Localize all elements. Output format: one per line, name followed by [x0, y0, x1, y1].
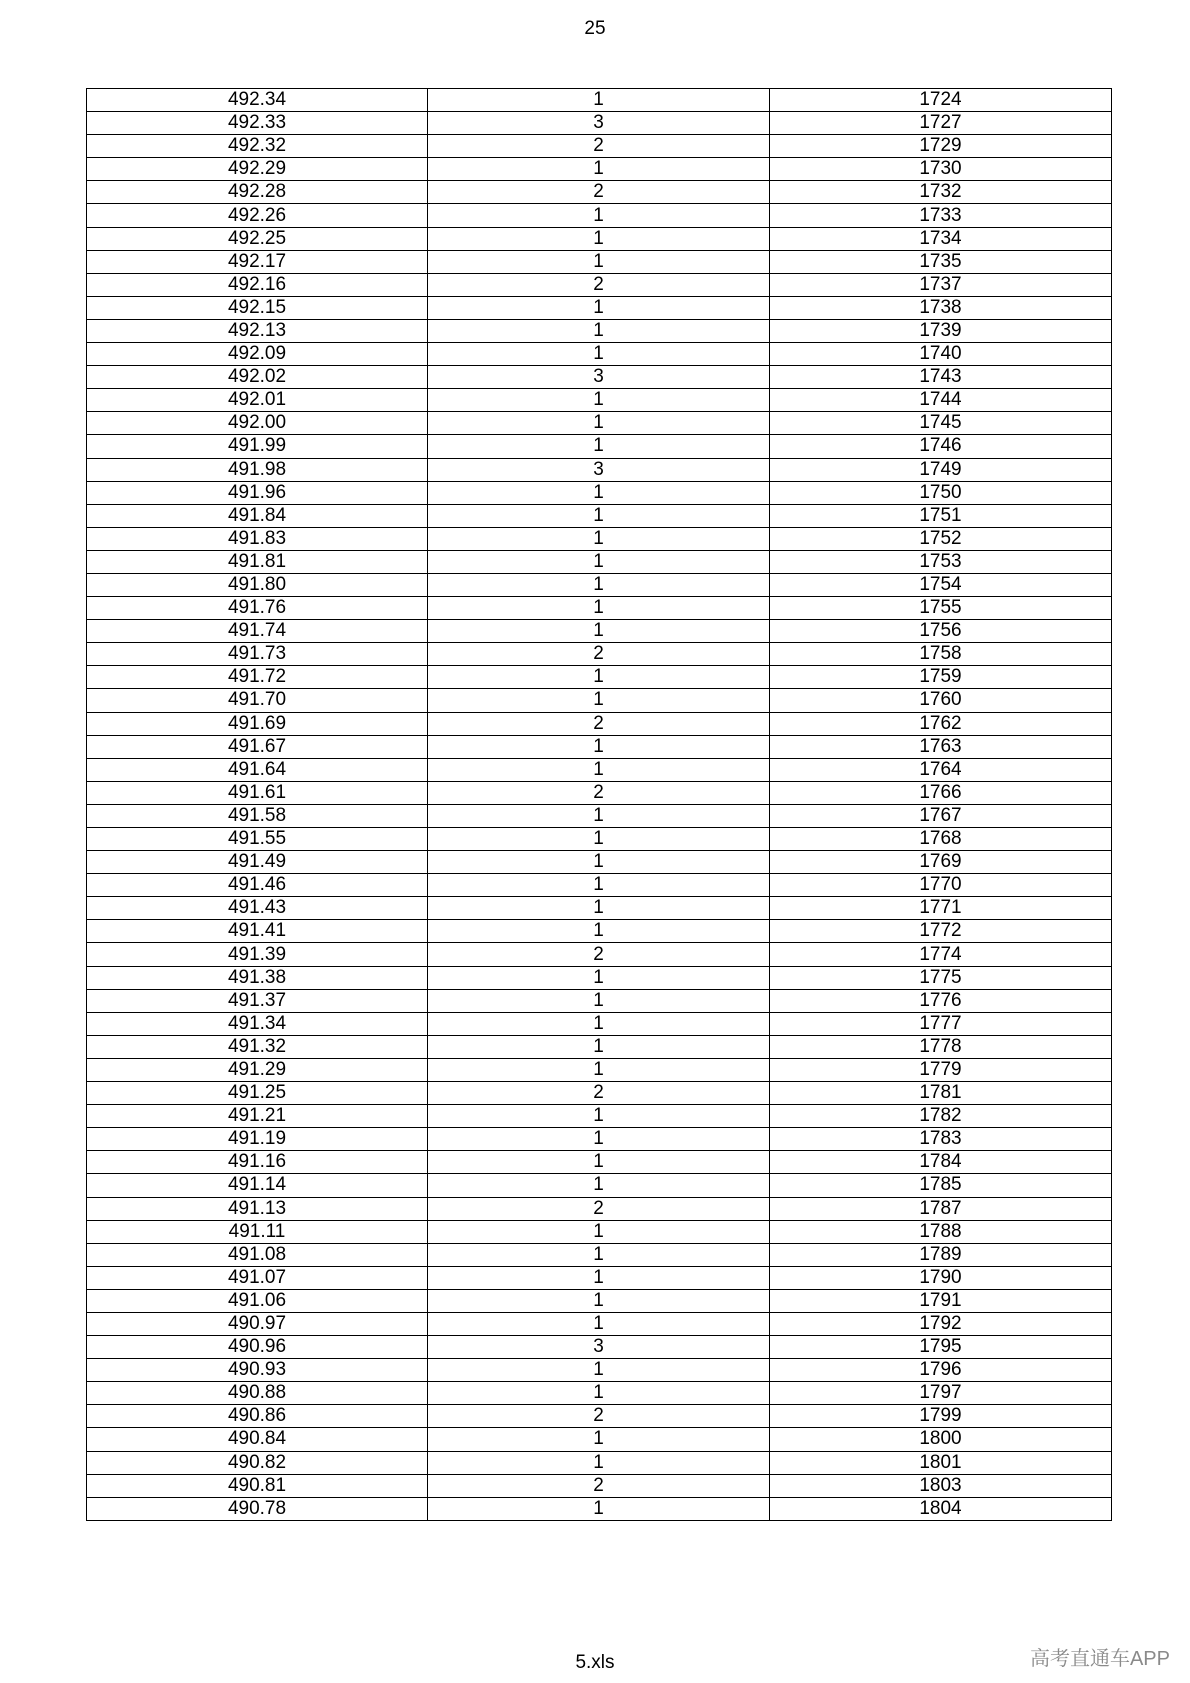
table-row	[87, 481, 1112, 504]
cell-score: 491.11	[87, 1220, 428, 1243]
cell-cumulative: 1734	[770, 227, 1112, 250]
cell-cumulative: 1797	[770, 1382, 1112, 1405]
cell-count: 1	[428, 1451, 770, 1474]
cell-count: 2	[428, 643, 770, 666]
cell-cumulative: 1781	[770, 1082, 1112, 1105]
cell-cumulative: 1749	[770, 458, 1112, 481]
cell-cumulative: 1760	[770, 689, 1112, 712]
table-row	[87, 1128, 1112, 1151]
cell-count: 2	[428, 1474, 770, 1497]
table-row	[87, 1289, 1112, 1312]
cell-cumulative: 1727	[770, 112, 1112, 135]
table-row	[87, 458, 1112, 481]
cell-score: 492.25	[87, 227, 428, 250]
cell-count: 1	[428, 1012, 770, 1035]
cell-count: 1	[428, 804, 770, 827]
cell-cumulative: 1799	[770, 1405, 1112, 1428]
cell-cumulative: 1783	[770, 1128, 1112, 1151]
cell-score: 492.01	[87, 389, 428, 412]
cell-count: 1	[428, 1035, 770, 1058]
table-row	[87, 319, 1112, 342]
table-row	[87, 1405, 1112, 1428]
table-row	[87, 1497, 1112, 1520]
table-row	[87, 643, 1112, 666]
cell-count: 3	[428, 112, 770, 135]
cell-score: 491.19	[87, 1128, 428, 1151]
cell-score: 491.73	[87, 643, 428, 666]
cell-cumulative: 1771	[770, 897, 1112, 920]
cell-score: 492.32	[87, 135, 428, 158]
cell-score: 492.02	[87, 366, 428, 389]
cell-score: 492.17	[87, 250, 428, 273]
table-row	[87, 504, 1112, 527]
table-row	[87, 781, 1112, 804]
cell-cumulative: 1804	[770, 1497, 1112, 1520]
cell-score: 491.49	[87, 851, 428, 874]
cell-cumulative: 1764	[770, 758, 1112, 781]
cell-cumulative: 1767	[770, 804, 1112, 827]
cell-count: 1	[428, 204, 770, 227]
table-row	[87, 1035, 1112, 1058]
table-row	[87, 804, 1112, 827]
cell-cumulative: 1801	[770, 1451, 1112, 1474]
cell-count: 1	[428, 389, 770, 412]
cell-score: 490.82	[87, 1451, 428, 1474]
cell-cumulative: 1800	[770, 1428, 1112, 1451]
cell-cumulative: 1796	[770, 1359, 1112, 1382]
cell-cumulative: 1750	[770, 481, 1112, 504]
cell-score: 491.37	[87, 989, 428, 1012]
table-row	[87, 689, 1112, 712]
cell-score: 490.97	[87, 1312, 428, 1335]
cell-cumulative: 1733	[770, 204, 1112, 227]
table-row	[87, 1312, 1112, 1335]
cell-cumulative: 1752	[770, 527, 1112, 550]
cell-count: 1	[428, 319, 770, 342]
cell-count: 2	[428, 273, 770, 296]
table-row	[87, 412, 1112, 435]
cell-score: 491.08	[87, 1243, 428, 1266]
cell-count: 1	[428, 435, 770, 458]
cell-cumulative: 1766	[770, 781, 1112, 804]
cell-cumulative: 1770	[770, 874, 1112, 897]
table-row	[87, 828, 1112, 851]
cell-score: 492.16	[87, 273, 428, 296]
cell-cumulative: 1774	[770, 943, 1112, 966]
table-row	[87, 435, 1112, 458]
cell-cumulative: 1739	[770, 319, 1112, 342]
table-row	[87, 573, 1112, 596]
cell-score: 492.26	[87, 204, 428, 227]
table-row	[87, 366, 1112, 389]
cell-count: 1	[428, 158, 770, 181]
cell-count: 1	[428, 1243, 770, 1266]
cell-count: 2	[428, 1197, 770, 1220]
watermark-text: 高考直通车APP	[1029, 1648, 1170, 1670]
cell-count: 1	[428, 1382, 770, 1405]
cell-score: 490.81	[87, 1474, 428, 1497]
cell-count: 1	[428, 897, 770, 920]
cell-cumulative: 1754	[770, 573, 1112, 596]
table-row	[87, 1428, 1112, 1451]
cell-score: 491.80	[87, 573, 428, 596]
table-row	[87, 851, 1112, 874]
table-row	[87, 1359, 1112, 1382]
table-row	[87, 897, 1112, 920]
cell-score: 491.74	[87, 620, 428, 643]
cell-count: 3	[428, 458, 770, 481]
cell-count: 1	[428, 481, 770, 504]
cell-count: 1	[428, 735, 770, 758]
cell-score: 492.13	[87, 319, 428, 342]
table-row	[87, 1058, 1112, 1081]
cell-count: 1	[428, 758, 770, 781]
cell-cumulative: 1772	[770, 920, 1112, 943]
cell-score: 491.99	[87, 435, 428, 458]
cell-count: 1	[428, 550, 770, 573]
cell-score: 490.96	[87, 1336, 428, 1359]
cell-count: 3	[428, 366, 770, 389]
cell-cumulative: 1755	[770, 597, 1112, 620]
cell-cumulative: 1782	[770, 1105, 1112, 1128]
table-row	[87, 1197, 1112, 1220]
cell-cumulative: 1746	[770, 435, 1112, 458]
cell-score: 492.28	[87, 181, 428, 204]
cell-cumulative: 1769	[770, 851, 1112, 874]
cell-cumulative: 1740	[770, 343, 1112, 366]
cell-cumulative: 1758	[770, 643, 1112, 666]
cell-score: 491.64	[87, 758, 428, 781]
cell-score: 492.09	[87, 343, 428, 366]
table-row	[87, 527, 1112, 550]
cell-score: 491.43	[87, 897, 428, 920]
cell-count: 1	[428, 227, 770, 250]
cell-score: 491.81	[87, 550, 428, 573]
cell-score: 491.07	[87, 1266, 428, 1289]
cell-cumulative: 1795	[770, 1336, 1112, 1359]
cell-score: 491.69	[87, 712, 428, 735]
cell-cumulative: 1803	[770, 1474, 1112, 1497]
table-row	[87, 1382, 1112, 1405]
cell-count: 1	[428, 874, 770, 897]
table-row	[87, 1220, 1112, 1243]
cell-count: 1	[428, 573, 770, 596]
cell-count: 1	[428, 689, 770, 712]
cell-cumulative: 1789	[770, 1243, 1112, 1266]
table-row	[87, 1451, 1112, 1474]
table-row	[87, 343, 1112, 366]
cell-score: 491.70	[87, 689, 428, 712]
cell-count: 1	[428, 966, 770, 989]
cell-score: 491.83	[87, 527, 428, 550]
score-table	[86, 88, 1112, 1521]
table-row	[87, 735, 1112, 758]
table-row	[87, 389, 1112, 412]
table-row	[87, 227, 1112, 250]
cell-cumulative: 1768	[770, 828, 1112, 851]
cell-score: 491.39	[87, 943, 428, 966]
table-row	[87, 1151, 1112, 1174]
cell-cumulative: 1744	[770, 389, 1112, 412]
cell-score: 491.38	[87, 966, 428, 989]
cell-score: 491.55	[87, 828, 428, 851]
cell-score: 492.33	[87, 112, 428, 135]
cell-cumulative: 1788	[770, 1220, 1112, 1243]
cell-score: 491.61	[87, 781, 428, 804]
cell-count: 2	[428, 181, 770, 204]
cell-count: 1	[428, 989, 770, 1012]
cell-count: 1	[428, 1128, 770, 1151]
table-body	[87, 89, 1112, 1521]
cell-count: 1	[428, 504, 770, 527]
cell-score: 491.25	[87, 1082, 428, 1105]
cell-count: 1	[428, 851, 770, 874]
cell-score: 491.67	[87, 735, 428, 758]
table-row	[87, 135, 1112, 158]
cell-count: 2	[428, 1082, 770, 1105]
cell-count: 1	[428, 920, 770, 943]
cell-count: 1	[428, 1151, 770, 1174]
cell-score: 491.98	[87, 458, 428, 481]
cell-score: 492.34	[87, 89, 428, 112]
cell-cumulative: 1759	[770, 666, 1112, 689]
cell-score: 491.58	[87, 804, 428, 827]
cell-score: 491.46	[87, 874, 428, 897]
cell-count: 1	[428, 1220, 770, 1243]
cell-cumulative: 1735	[770, 250, 1112, 273]
cell-score: 491.06	[87, 1289, 428, 1312]
cell-count: 1	[428, 620, 770, 643]
page-number: 25	[584, 18, 606, 39]
table-row	[87, 966, 1112, 989]
table-row	[87, 1336, 1112, 1359]
cell-count: 1	[428, 1289, 770, 1312]
cell-cumulative: 1777	[770, 1012, 1112, 1035]
table-row	[87, 158, 1112, 181]
table-row	[87, 989, 1112, 1012]
table-row	[87, 273, 1112, 296]
cell-cumulative: 1732	[770, 181, 1112, 204]
cell-cumulative: 1790	[770, 1266, 1112, 1289]
cell-score: 491.29	[87, 1058, 428, 1081]
cell-count: 1	[428, 343, 770, 366]
table-row	[87, 1243, 1112, 1266]
cell-cumulative: 1791	[770, 1289, 1112, 1312]
cell-count: 2	[428, 712, 770, 735]
table-row	[87, 712, 1112, 735]
cell-cumulative: 1745	[770, 412, 1112, 435]
table-row	[87, 620, 1112, 643]
cell-cumulative: 1756	[770, 620, 1112, 643]
cell-count: 2	[428, 1405, 770, 1428]
cell-count: 3	[428, 1336, 770, 1359]
table-row	[87, 874, 1112, 897]
cell-score: 491.32	[87, 1035, 428, 1058]
table-row	[87, 597, 1112, 620]
cell-score: 491.14	[87, 1174, 428, 1197]
cell-score: 492.15	[87, 296, 428, 319]
table-row	[87, 550, 1112, 573]
cell-cumulative: 1763	[770, 735, 1112, 758]
cell-count: 1	[428, 1497, 770, 1520]
cell-count: 1	[428, 296, 770, 319]
table-row	[87, 758, 1112, 781]
cell-count: 2	[428, 943, 770, 966]
table-row	[87, 1174, 1112, 1197]
cell-count: 1	[428, 1105, 770, 1128]
table-row	[87, 943, 1112, 966]
footer-filename: 5.xls	[575, 1652, 615, 1673]
cell-score: 491.13	[87, 1197, 428, 1220]
cell-count: 1	[428, 1058, 770, 1081]
cell-score: 490.84	[87, 1428, 428, 1451]
cell-cumulative: 1779	[770, 1058, 1112, 1081]
table-row	[87, 1105, 1112, 1128]
cell-count: 1	[428, 1312, 770, 1335]
cell-score: 491.96	[87, 481, 428, 504]
cell-count: 1	[428, 1174, 770, 1197]
table-row	[87, 89, 1112, 112]
table-row	[87, 250, 1112, 273]
cell-score: 491.72	[87, 666, 428, 689]
cell-cumulative: 1753	[770, 550, 1112, 573]
cell-count: 1	[428, 527, 770, 550]
cell-count: 2	[428, 135, 770, 158]
cell-count: 1	[428, 1428, 770, 1451]
cell-cumulative: 1792	[770, 1312, 1112, 1335]
cell-count: 1	[428, 666, 770, 689]
cell-score: 491.16	[87, 1151, 428, 1174]
cell-score: 491.34	[87, 1012, 428, 1035]
cell-count: 1	[428, 250, 770, 273]
table-row	[87, 1082, 1112, 1105]
cell-score: 490.93	[87, 1359, 428, 1382]
cell-cumulative: 1776	[770, 989, 1112, 1012]
cell-cumulative: 1751	[770, 504, 1112, 527]
cell-cumulative: 1778	[770, 1035, 1112, 1058]
table-row	[87, 920, 1112, 943]
cell-count: 1	[428, 89, 770, 112]
cell-cumulative: 1743	[770, 366, 1112, 389]
cell-cumulative: 1775	[770, 966, 1112, 989]
cell-count: 1	[428, 1266, 770, 1289]
table-row	[87, 1474, 1112, 1497]
cell-cumulative: 1738	[770, 296, 1112, 319]
cell-score: 490.78	[87, 1497, 428, 1520]
cell-cumulative: 1787	[770, 1197, 1112, 1220]
table-row	[87, 1266, 1112, 1289]
cell-score: 490.86	[87, 1405, 428, 1428]
cell-score: 492.00	[87, 412, 428, 435]
table-row	[87, 204, 1112, 227]
cell-cumulative: 1729	[770, 135, 1112, 158]
table-row	[87, 1012, 1112, 1035]
cell-cumulative: 1785	[770, 1174, 1112, 1197]
cell-cumulative: 1730	[770, 158, 1112, 181]
cell-score: 491.41	[87, 920, 428, 943]
cell-cumulative: 1724	[770, 89, 1112, 112]
cell-count: 1	[428, 412, 770, 435]
cell-score: 490.88	[87, 1382, 428, 1405]
cell-score: 492.29	[87, 158, 428, 181]
cell-count: 1	[428, 597, 770, 620]
cell-cumulative: 1737	[770, 273, 1112, 296]
cell-score: 491.76	[87, 597, 428, 620]
table-row	[87, 181, 1112, 204]
cell-cumulative: 1762	[770, 712, 1112, 735]
cell-score: 491.84	[87, 504, 428, 527]
cell-count: 1	[428, 828, 770, 851]
cell-score: 491.21	[87, 1105, 428, 1128]
table-row	[87, 666, 1112, 689]
table-row	[87, 112, 1112, 135]
cell-cumulative: 1784	[770, 1151, 1112, 1174]
table-row	[87, 296, 1112, 319]
cell-count: 1	[428, 1359, 770, 1382]
cell-count: 2	[428, 781, 770, 804]
